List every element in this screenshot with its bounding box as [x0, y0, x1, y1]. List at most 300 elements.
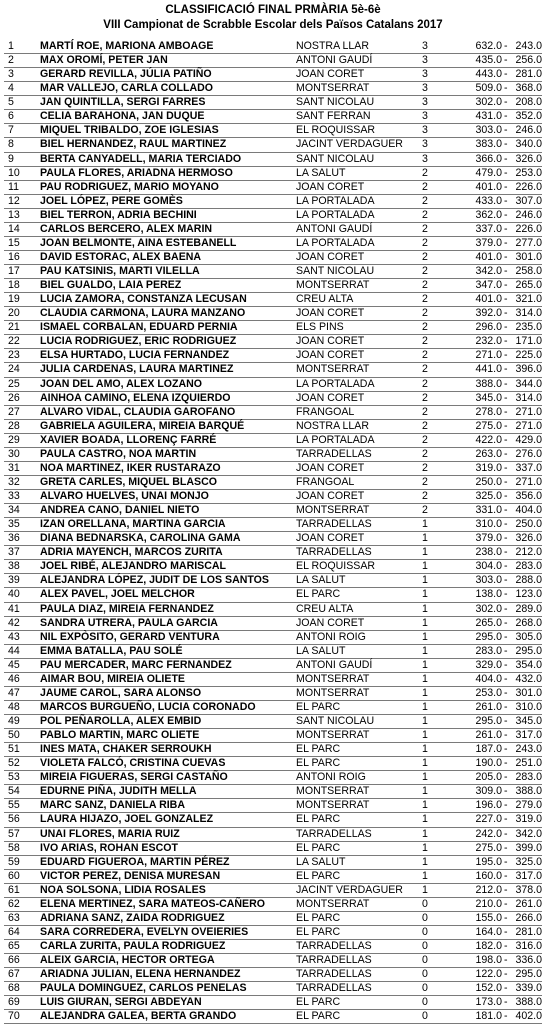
- table-row: [4, 209, 542, 223]
- rank-cell: 67: [8, 968, 20, 981]
- score-for-cell: 295.0: [475, 715, 502, 727]
- team-names-cell: MIREIA FIGUERAS, SERGI CASTAÑO: [40, 771, 228, 784]
- points-cell: 0: [422, 996, 428, 1009]
- table-row: [4, 363, 542, 377]
- school-cell: ANTONI GAUDÍ: [296, 222, 373, 235]
- team-names-cell: JAUME CAROL, SARA ALONSO: [40, 686, 202, 699]
- score-against-cell: 258.0: [515, 265, 542, 277]
- score-separator: -: [504, 996, 508, 1009]
- team-names-cell: ANDREA CANO, DANIEL NIETO: [40, 504, 200, 517]
- score-for-cell: 303.0: [475, 124, 502, 137]
- rank-cell: 61: [8, 883, 20, 896]
- score-separator: -: [504, 307, 508, 320]
- team-names-cell: XAVIER BOADA, LLORENÇ FARRÉ: [40, 433, 217, 446]
- school-cell: LA PORTALADA: [296, 208, 375, 221]
- score-for-cell: 242.0: [475, 827, 502, 840]
- table-row: [4, 251, 542, 265]
- table-row: [4, 842, 542, 856]
- school-cell: SANT NICOLAU: [296, 152, 375, 165]
- table-row: [4, 293, 542, 307]
- table-row: [4, 420, 542, 434]
- school-cell: MONTSERRAT: [296, 729, 370, 742]
- rank-cell: 12: [8, 194, 20, 207]
- rank-cell: 24: [8, 363, 20, 376]
- rank-cell: 53: [8, 771, 20, 784]
- points-cell: 3: [422, 68, 428, 81]
- score-separator: -: [504, 518, 508, 531]
- school-cell: JOAN CORET: [296, 532, 365, 545]
- points-cell: 1: [422, 785, 428, 798]
- table-row: [4, 659, 542, 673]
- school-cell: JOAN CORET: [296, 250, 365, 263]
- team-names-cell: EDURNE PIÑA, JUDITH MELLA: [40, 785, 197, 798]
- rank-cell: 32: [8, 475, 20, 488]
- points-cell: 3: [422, 138, 428, 151]
- score-for-cell: 331.0: [475, 504, 502, 517]
- table-row: [4, 785, 542, 799]
- school-cell: ANTONI ROIG: [296, 630, 366, 643]
- score-for-cell: 190.0: [475, 757, 502, 770]
- school-cell: NOSTRA LLAR: [296, 40, 370, 52]
- school-cell: MONTSERRAT: [296, 672, 370, 685]
- score-for-cell: 392.0: [475, 307, 502, 320]
- school-cell: EL PARC: [296, 1010, 341, 1023]
- score-for-cell: 632.0: [475, 40, 502, 52]
- team-names-cell: PAULA DOMINGUEZ, CARLOS PENELAS: [40, 982, 247, 995]
- team-names-cell: PABLO MARTIN, MARC OLIETE: [40, 729, 200, 742]
- rank-cell: 21: [8, 321, 20, 334]
- score-for-cell: 342.0: [475, 265, 502, 277]
- score-for-cell: 347.0: [475, 279, 502, 292]
- score-against-cell: 307.0: [515, 194, 542, 207]
- points-cell: 2: [422, 447, 428, 460]
- score-against-cell: 432.0: [515, 672, 542, 685]
- rank-cell: 22: [8, 335, 20, 348]
- points-cell: 1: [422, 602, 428, 615]
- score-separator: -: [504, 982, 508, 995]
- score-against-cell: 321.0: [515, 293, 542, 306]
- points-cell: 1: [422, 827, 428, 840]
- score-for-cell: 263.0: [475, 447, 502, 460]
- score-separator: -: [504, 883, 508, 896]
- team-names-cell: MARC SANZ, DANIELA RIBA: [40, 799, 185, 812]
- table-row: [4, 378, 542, 392]
- score-against-cell: 277.0: [515, 236, 542, 249]
- table-row: [4, 588, 542, 602]
- points-cell: 0: [422, 897, 428, 910]
- table-row: [4, 434, 542, 448]
- score-against-cell: 396.0: [515, 363, 542, 376]
- score-for-cell: 431.0: [475, 110, 502, 123]
- table-row: [4, 138, 542, 152]
- score-for-cell: 275.0: [475, 841, 502, 854]
- points-cell: 2: [422, 475, 428, 488]
- score-against-cell: 340.0: [515, 138, 542, 151]
- table-row: [4, 898, 542, 912]
- score-against-cell: 253.0: [515, 166, 542, 179]
- school-cell: JOAN CORET: [296, 349, 365, 362]
- table-row: [4, 490, 542, 504]
- team-names-cell: ALEX PAVEL, JOEL MELCHOR: [40, 588, 195, 601]
- points-cell: 1: [422, 518, 428, 531]
- school-cell: MONTSERRAT: [296, 82, 370, 95]
- rank-cell: 31: [8, 461, 20, 474]
- score-separator: -: [504, 940, 508, 952]
- points-cell: 1: [422, 630, 428, 643]
- team-names-cell: EDUARD FIGUEROA, MARTIN PÉREZ: [40, 855, 230, 868]
- table-row: [4, 884, 542, 898]
- score-against-cell: 317.0: [515, 729, 542, 742]
- points-cell: 1: [422, 715, 428, 727]
- score-against-cell: 310.0: [515, 700, 542, 713]
- score-separator: -: [504, 827, 508, 840]
- team-names-cell: JOAN DEL AMO, ALEX LOZANO: [40, 377, 203, 390]
- score-separator: -: [504, 40, 508, 52]
- table-row: [4, 195, 542, 209]
- rank-cell: 48: [8, 700, 20, 713]
- score-against-cell: 356.0: [515, 490, 542, 502]
- team-names-cell: LUCIA RODRIGUEZ, ERIC RODRIGUEZ: [40, 335, 237, 348]
- table-row: [4, 110, 542, 124]
- score-for-cell: 366.0: [475, 152, 502, 165]
- rank-cell: 11: [8, 180, 19, 193]
- score-against-cell: 281.0: [515, 925, 542, 938]
- table-row: [4, 856, 542, 870]
- team-names-cell: SANDRA UTRERA, PAULA GARCIA: [40, 616, 218, 629]
- table-row: [4, 476, 542, 490]
- table-row: [4, 982, 542, 996]
- rank-cell: 46: [8, 672, 20, 685]
- team-names-cell: ELSA HURTADO, LUCIA FERNANDEZ: [40, 349, 230, 362]
- school-cell: LA PORTALADA: [296, 377, 375, 390]
- points-cell: 0: [422, 954, 428, 967]
- score-for-cell: 443.0: [475, 68, 502, 81]
- table-row: [4, 546, 542, 560]
- table-row: [4, 124, 542, 138]
- score-against-cell: 326.0: [515, 532, 542, 545]
- score-separator: -: [504, 841, 508, 854]
- team-names-cell: NIL EXPÒSITO, GERARD VENTURA: [40, 630, 220, 643]
- table-row: [4, 223, 542, 237]
- table-row: [4, 701, 542, 715]
- score-against-cell: 316.0: [515, 940, 542, 952]
- team-names-cell: BIEL TERRON, ADRIA BECHINI: [40, 208, 197, 221]
- score-against-cell: 378.0: [515, 883, 542, 896]
- team-names-cell: INES MATA, CHAKER SERROUKH: [40, 743, 212, 756]
- table-row: [4, 828, 542, 842]
- score-for-cell: 401.0: [475, 180, 502, 193]
- score-for-cell: 253.0: [475, 686, 502, 699]
- school-cell: EL PARC: [296, 743, 341, 756]
- school-cell: JOAN CORET: [296, 307, 365, 320]
- score-separator: -: [504, 490, 508, 502]
- score-for-cell: 122.0: [475, 968, 502, 981]
- score-against-cell: 352.0: [515, 110, 542, 123]
- score-against-cell: 265.0: [515, 279, 542, 292]
- team-names-cell: AIMAR BOU, MIREIA OLIETE: [40, 672, 185, 685]
- rank-cell: 20: [8, 307, 20, 320]
- points-cell: 1: [422, 532, 428, 545]
- school-cell: EL PARC: [296, 813, 341, 826]
- points-cell: 1: [422, 883, 428, 896]
- score-for-cell: 275.0: [475, 419, 502, 432]
- rank-cell: 17: [8, 265, 20, 277]
- table-row: [4, 645, 542, 659]
- school-cell: LA PORTALADA: [296, 236, 375, 249]
- rank-cell: 19: [8, 293, 20, 306]
- score-against-cell: 271.0: [515, 419, 542, 432]
- score-against-cell: 301.0: [515, 250, 542, 263]
- school-cell: JACINT VERDAGUER: [296, 883, 403, 896]
- points-cell: 2: [422, 208, 428, 221]
- table-row: [4, 532, 542, 546]
- rank-cell: 56: [8, 813, 20, 826]
- score-separator: -: [504, 236, 508, 249]
- team-names-cell: BERTA CANYADELL, MARIA TERCIADO: [40, 152, 242, 165]
- table-row: [4, 167, 542, 181]
- score-separator: -: [504, 715, 508, 727]
- team-names-cell: GERARD REVILLA, JÚLIA PATIÑO: [40, 68, 212, 81]
- points-cell: 1: [422, 813, 428, 826]
- score-against-cell: 226.0: [515, 222, 542, 235]
- points-cell: 2: [422, 250, 428, 263]
- table-row: [4, 40, 542, 54]
- rank-cell: 70: [8, 1010, 20, 1023]
- school-cell: LA PORTALADA: [296, 194, 375, 207]
- score-separator: -: [504, 672, 508, 685]
- team-names-cell: MARTÍ ROE, MARIONA AMBOAGE: [40, 40, 214, 52]
- score-separator: -: [504, 897, 508, 910]
- rank-cell: 16: [8, 250, 20, 263]
- school-cell: JOAN CORET: [296, 391, 365, 404]
- team-names-cell: LUIS GIURAN, SERGI ABDEYAN: [40, 996, 202, 1009]
- table-row: [4, 349, 542, 363]
- points-cell: 2: [422, 391, 428, 404]
- score-separator: -: [504, 250, 508, 263]
- score-for-cell: 155.0: [475, 911, 502, 924]
- school-cell: FRANGOAL: [296, 405, 355, 418]
- team-names-cell: IZAN ORELLANA, MARTINA GARCIA: [40, 518, 226, 531]
- team-names-cell: VICTOR PEREZ, DENISA MURESAN: [40, 869, 221, 882]
- rank-cell: 64: [8, 925, 20, 938]
- score-separator: -: [504, 504, 508, 517]
- score-for-cell: 205.0: [475, 771, 502, 784]
- school-cell: EL PARC: [296, 700, 341, 713]
- team-names-cell: JOEL RIBÉ, ALEJANDRO MARISCAL: [40, 560, 226, 573]
- points-cell: 1: [422, 546, 428, 559]
- score-for-cell: 303.0: [475, 574, 502, 587]
- score-separator: -: [504, 405, 508, 418]
- table-row: [4, 96, 542, 110]
- score-separator: -: [504, 447, 508, 460]
- school-cell: TARRADELLAS: [296, 447, 372, 460]
- score-against-cell: 250.0: [515, 518, 542, 531]
- score-against-cell: 246.0: [515, 208, 542, 221]
- school-cell: MONTSERRAT: [296, 279, 370, 292]
- team-names-cell: JULIA CARDENAS, LAURA MARTINEZ: [40, 363, 234, 376]
- score-against-cell: 402.0: [515, 1010, 542, 1023]
- score-against-cell: 226.0: [515, 180, 542, 193]
- team-names-cell: PAULA FLORES, ARIADNA HERMOSO: [40, 166, 233, 179]
- score-for-cell: 479.0: [475, 166, 502, 179]
- score-for-cell: 304.0: [475, 560, 502, 573]
- table-row: [4, 996, 542, 1010]
- score-against-cell: 336.0: [515, 954, 542, 967]
- points-cell: 2: [422, 504, 428, 517]
- school-cell: SANT FERRAN: [296, 110, 371, 123]
- score-against-cell: 261.0: [515, 897, 542, 910]
- score-separator: -: [504, 180, 508, 193]
- score-against-cell: 295.0: [515, 968, 542, 981]
- school-cell: TARRADELLAS: [296, 968, 372, 981]
- points-cell: 1: [422, 700, 428, 713]
- points-cell: 3: [422, 110, 428, 123]
- score-separator: -: [504, 771, 508, 784]
- score-for-cell: 329.0: [475, 658, 502, 671]
- score-for-cell: 362.0: [475, 208, 502, 221]
- rank-cell: 33: [8, 490, 20, 502]
- score-against-cell: 171.0: [515, 335, 542, 348]
- team-names-cell: PAU KATSINIS, MARTI VILELLA: [40, 265, 200, 277]
- score-separator: -: [504, 377, 508, 390]
- school-cell: LA SALUT: [296, 644, 346, 657]
- score-separator: -: [504, 419, 508, 432]
- school-cell: TARRADELLAS: [296, 954, 372, 967]
- table-row: [4, 307, 542, 321]
- rank-cell: 28: [8, 419, 20, 432]
- score-against-cell: 256.0: [515, 54, 542, 67]
- score-for-cell: 319.0: [475, 461, 502, 474]
- rank-cell: 47: [8, 686, 20, 699]
- score-against-cell: 246.0: [515, 124, 542, 137]
- points-cell: 2: [422, 293, 428, 306]
- score-separator: -: [504, 799, 508, 812]
- table-row: [4, 462, 542, 476]
- rank-cell: 14: [8, 222, 20, 235]
- team-names-cell: BIEL GUALDO, LAIA PEREZ: [40, 279, 182, 292]
- school-cell: ANTONI GAUDÍ: [296, 54, 373, 67]
- score-for-cell: 261.0: [475, 729, 502, 742]
- score-against-cell: 344.0: [515, 377, 542, 390]
- score-for-cell: 271.0: [475, 349, 502, 362]
- score-for-cell: 302.0: [475, 602, 502, 615]
- points-cell: 2: [422, 433, 428, 446]
- points-cell: 1: [422, 672, 428, 685]
- team-names-cell: IVO ARIAS, ROHAN ESCOT: [40, 841, 178, 854]
- score-for-cell: 152.0: [475, 982, 502, 995]
- school-cell: EL ROQUISSAR: [296, 124, 376, 137]
- score-separator: -: [504, 855, 508, 868]
- school-cell: JOAN CORET: [296, 461, 365, 474]
- score-for-cell: 181.0: [475, 1010, 502, 1023]
- team-names-cell: BIEL HERNANDEZ, RAUL MARTINEZ: [40, 138, 227, 151]
- score-separator: -: [504, 757, 508, 770]
- rank-cell: 39: [8, 574, 20, 587]
- score-for-cell: 212.0: [475, 883, 502, 896]
- score-against-cell: 388.0: [515, 996, 542, 1009]
- score-separator: -: [504, 110, 508, 123]
- team-names-cell: CELIA BARAHONA, JAN DUQUE: [40, 110, 205, 123]
- score-separator: -: [504, 743, 508, 756]
- rank-cell: 36: [8, 532, 20, 545]
- table-row: [4, 448, 542, 462]
- score-for-cell: 401.0: [475, 293, 502, 306]
- points-cell: 0: [422, 925, 428, 938]
- team-names-cell: SARA CORREDERA, EVELYN OVEIERIES: [40, 925, 249, 938]
- team-names-cell: MAR VALLEJO, CARLA COLLADO: [40, 82, 214, 95]
- points-cell: 3: [422, 54, 428, 67]
- table-row: [4, 335, 542, 349]
- team-names-cell: MARCOS BURGUEÑO, LUCIA CORONADO: [40, 700, 256, 713]
- score-against-cell: 295.0: [515, 644, 542, 657]
- team-names-cell: ALEJANDRA LÓPEZ, JUDIT DE LOS SANTOS: [40, 574, 269, 587]
- score-for-cell: 198.0: [475, 954, 502, 967]
- table-row: [4, 743, 542, 757]
- table-row: [4, 926, 542, 940]
- team-names-cell: CLAUDIA CARMONA, LAURA MANZANO: [40, 307, 246, 320]
- points-cell: 1: [422, 771, 428, 784]
- points-cell: 1: [422, 799, 428, 812]
- rank-cell: 60: [8, 869, 20, 882]
- team-names-cell: JOAN BELMONTE, AINA ESTEBANELL: [40, 236, 237, 249]
- points-cell: 1: [422, 616, 428, 629]
- score-against-cell: 388.0: [515, 785, 542, 798]
- team-names-cell: ALVARO HUELVES, UNAI MONJO: [40, 490, 209, 502]
- score-separator: -: [504, 729, 508, 742]
- score-for-cell: 325.0: [475, 490, 502, 502]
- rank-cell: 65: [8, 940, 20, 952]
- school-cell: TARRADELLAS: [296, 940, 372, 952]
- school-cell: LA SALUT: [296, 574, 346, 587]
- school-cell: SANT NICOLAU: [296, 715, 375, 727]
- school-cell: JOAN CORET: [296, 68, 365, 81]
- team-names-cell: UNAI FLORES, MARIA RUIZ: [40, 827, 180, 840]
- points-cell: 1: [422, 686, 428, 699]
- score-against-cell: 314.0: [515, 391, 542, 404]
- score-separator: -: [504, 265, 508, 277]
- school-cell: EL PARC: [296, 869, 341, 882]
- school-cell: MONTSERRAT: [296, 504, 370, 517]
- rank-cell: 59: [8, 855, 20, 868]
- points-cell: 1: [422, 841, 428, 854]
- team-names-cell: JOEL LÓPEZ, PERE GOMÈS: [40, 194, 183, 207]
- points-cell: 2: [422, 321, 428, 334]
- table-row: [4, 631, 542, 645]
- table-row: [4, 518, 542, 532]
- score-against-cell: 368.0: [515, 82, 542, 95]
- school-cell: ANTONI ROIG: [296, 771, 366, 784]
- team-names-cell: JAN QUINTILLA, SERGI FARRES: [40, 96, 206, 109]
- score-against-cell: 225.0: [515, 349, 542, 362]
- rank-cell: 54: [8, 785, 20, 798]
- score-against-cell: 317.0: [515, 869, 542, 882]
- page-title: CLASSIFICACIÓ FINAL PRMÀRIA 5è-6è: [165, 4, 381, 16]
- rank-cell: 23: [8, 349, 20, 362]
- school-cell: JOAN CORET: [296, 180, 365, 193]
- score-for-cell: 379.0: [475, 532, 502, 545]
- school-cell: JOAN CORET: [296, 490, 365, 502]
- school-cell: ANTONI GAUDÍ: [296, 658, 373, 671]
- table-row: [4, 153, 542, 167]
- score-for-cell: 196.0: [475, 799, 502, 812]
- score-separator: -: [504, 686, 508, 699]
- school-cell: CREU ALTA: [296, 293, 354, 306]
- school-cell: ELS PINS: [296, 321, 344, 334]
- score-for-cell: 433.0: [475, 194, 502, 207]
- points-cell: 2: [422, 166, 428, 179]
- school-cell: TARRADELLAS: [296, 546, 372, 559]
- table-row: [4, 504, 542, 518]
